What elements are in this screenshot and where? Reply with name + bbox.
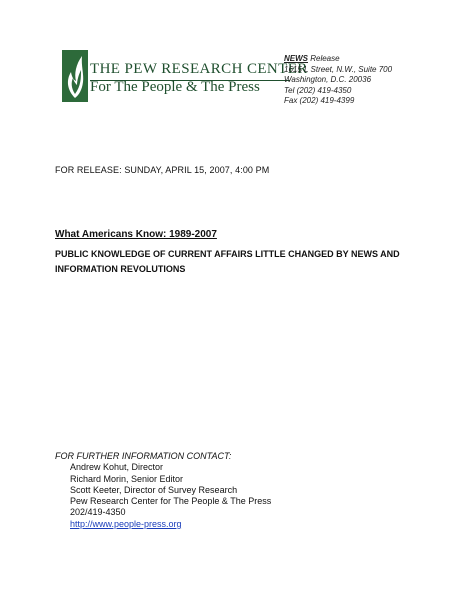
- contact-line: 202/419-4350: [70, 507, 126, 518]
- logo-org-name: THE PEW RESEARCH CENTER: [90, 61, 308, 77]
- address-line-1: 1615 L Street, N.W., Suite 700: [284, 64, 393, 74]
- flame-leaf-icon: [62, 50, 88, 102]
- news-label: NEWS: [284, 54, 308, 63]
- news-release-heading: [284, 54, 392, 65]
- fax-line: Fax (202) 419-4399: [284, 96, 355, 105]
- contact-heading: FOR FURTHER INFORMATION CONTACT:: [55, 451, 232, 461]
- news-release-block: [284, 54, 392, 107]
- logo-subtitle: For The People & The Press: [90, 79, 260, 95]
- document-subtitle: PUBLIC KNOWLEDGE OF CURRENT AFFAIRS LITTLE CHANGED BY NEWS AND INFORMATION REVOLUTIONS: [55, 249, 400, 274]
- contact-block: [55, 451, 271, 530]
- document-title: What Americans Know: 1989-2007: [55, 229, 217, 240]
- contact-line: Richard Morin, Senior Editor: [70, 473, 184, 484]
- tel-line: Tel (202) 419-4350: [284, 85, 352, 95]
- contact-line: Scott Keeter, Director of Survey Research: [70, 484, 238, 495]
- contact-lines: [55, 462, 271, 530]
- release-label: Release: [308, 54, 340, 63]
- contact-line: Pew Research Center for The People & The Press: [70, 496, 272, 507]
- address-line-2: Washington, D.C. 20036: [284, 75, 372, 84]
- release-date: FOR RELEASE: SUNDAY, APRIL 15, 2007, 4:00 PM: [55, 165, 270, 175]
- contact-line: Andrew Kohut, Director: [70, 462, 164, 473]
- website-link[interactable]: http://www.people-press.org: [70, 518, 182, 529]
